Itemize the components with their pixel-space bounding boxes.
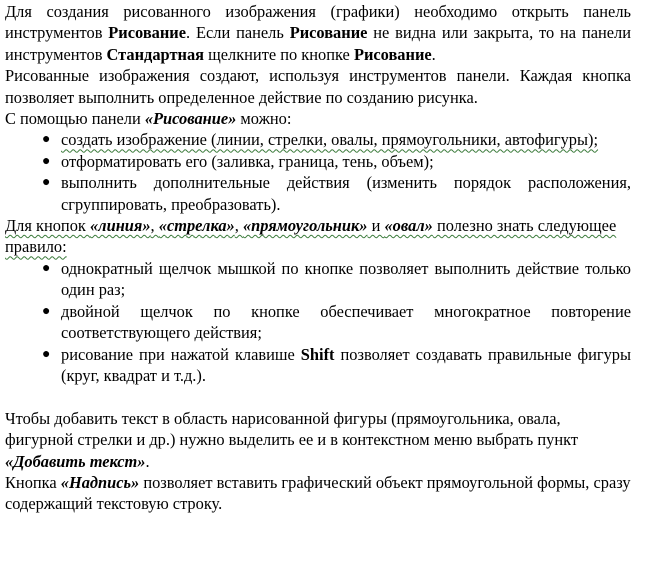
text-run: можно:: [236, 109, 292, 129]
text-run: ,: [150, 216, 159, 236]
bold-italic-term-caption: «Надпись»: [60, 472, 140, 492]
bullet-icon: ●: [42, 175, 51, 191]
text-run: Кнопка: [5, 472, 61, 492]
list-item: [5, 151, 631, 172]
blank-line: [5, 386, 631, 407]
paragraph-open-toolbar: [5, 1, 631, 65]
text-run: и: [367, 216, 385, 236]
paragraph-add-text: [5, 408, 631, 472]
bullet-icon: ●: [42, 260, 51, 276]
list-item: [5, 344, 631, 387]
bold-term-drawing: Рисование: [289, 23, 368, 43]
bold-italic-term-oval: «овал»: [384, 216, 433, 236]
bold-italic-term-drawing: «Рисование»: [144, 109, 237, 129]
text-run: ,: [234, 216, 243, 236]
bold-term-shift: Shift: [300, 344, 335, 364]
text-run: щелкните по кнопке: [204, 44, 354, 64]
paragraph-drawn-images: Рисованные изображения создают, используя инструментов панели. Каждая кнопка позволяет выполнить определенное действие по созданию рисунка.: [5, 66, 631, 107]
text-run: . Если панель: [186, 23, 290, 43]
list-item-text: рисование при нажатой клавише: [61, 344, 301, 364]
text-run: Чтобы добавить текст в область нарисованной фигуры (прямоугольника, овала, фигурной стрелки и др.) нужно выделить ее и в контекстном меню выбрать пункт: [5, 408, 578, 450]
list-item-text: позволяет создавать правильные фигуры (круг, квадрат и т.д.).: [61, 344, 631, 385]
text-run: С помощью панели: [5, 109, 145, 129]
text-run: позволяет вставить графический объект прямоугольной формы, сразу содержащий текстовую строку.: [5, 472, 631, 514]
text-run: Для создания рисованного изображения (графики) необходимо открыть панель инструментов: [5, 2, 631, 43]
text-run: полезно знать следующее правило:: [5, 216, 617, 257]
list-item: [5, 301, 631, 344]
list-click-rules: [5, 258, 631, 386]
list-item-text: однократный щелчок мышкой по кнопке позволяет выполнить действие только один раз;: [61, 258, 631, 300]
bullet-icon: ●: [42, 303, 51, 319]
text-run: Для кнопок: [5, 216, 90, 236]
list-item-text: создать изображение (линии, стрелки, овалы, прямоугольники, автофигуры);: [61, 130, 599, 150]
list-item: [5, 258, 631, 301]
list-item-text: двойной щелчок по кнопке обеспечивает многократное повторение соответствующего действия;: [61, 301, 631, 343]
paragraph-button-rule: [5, 215, 631, 258]
text-run: не видна или закрыта, то на панели инструментов: [5, 23, 631, 64]
text-run: .: [145, 451, 150, 471]
text-run: .: [431, 44, 436, 64]
bold-italic-term-line: «линия»: [89, 216, 151, 236]
list-item-text: отформатировать его (заливка, граница, тень, объем);: [61, 151, 434, 171]
bold-term-drawing: Рисование: [108, 23, 187, 43]
bold-italic-term-add-text: «Добавить текст»: [5, 451, 146, 471]
bullet-icon: ●: [42, 346, 51, 362]
bold-italic-term-rectangle: «прямоугольник»: [242, 216, 368, 236]
bold-term-drawing: Рисование: [353, 44, 432, 64]
paragraph-panel-can: [5, 108, 631, 129]
bullet-icon: ●: [42, 153, 51, 169]
list-panel-capabilities: [5, 129, 631, 215]
list-item: [5, 172, 631, 215]
document-page: [5, 1, 631, 515]
bold-italic-term-arrow: «стрелка»: [158, 216, 235, 236]
list-item-text: выполнить дополнительные действия (изменить порядок расположения, сгруппировать, преобразовать).: [61, 173, 631, 214]
bullet-icon: ●: [42, 132, 51, 148]
paragraph-caption-button: [5, 472, 631, 515]
bold-term-standard: Стандартная: [106, 44, 205, 64]
list-item: [5, 129, 631, 150]
